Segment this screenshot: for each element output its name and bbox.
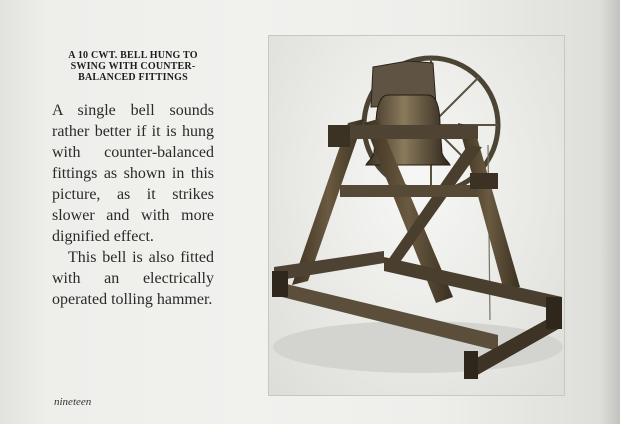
caption-line-1: A 10 CWT. BELL HUNG TO: [68, 50, 198, 61]
caption-line-3: BALANCED FITTINGS: [78, 72, 188, 83]
caption-line-2: SWING WITH COUNTER-: [70, 61, 196, 72]
figure-caption: [40, 50, 226, 83]
page-edge-shadow: [600, 0, 620, 424]
page-number: nineteen: [54, 396, 92, 408]
body-text: [52, 100, 214, 310]
bell-frame-illustration: [268, 35, 565, 396]
body-paragraph-2: This bell is also fitted with an electrically operated tolling hammer.: [52, 249, 214, 308]
bell-photograph: [268, 35, 565, 396]
body-paragraph-1: A single bell sounds rather better if it is hung with counter-balanced fittings as shown in this picture, as it strikes slower and with more dignified effect.: [52, 102, 214, 245]
